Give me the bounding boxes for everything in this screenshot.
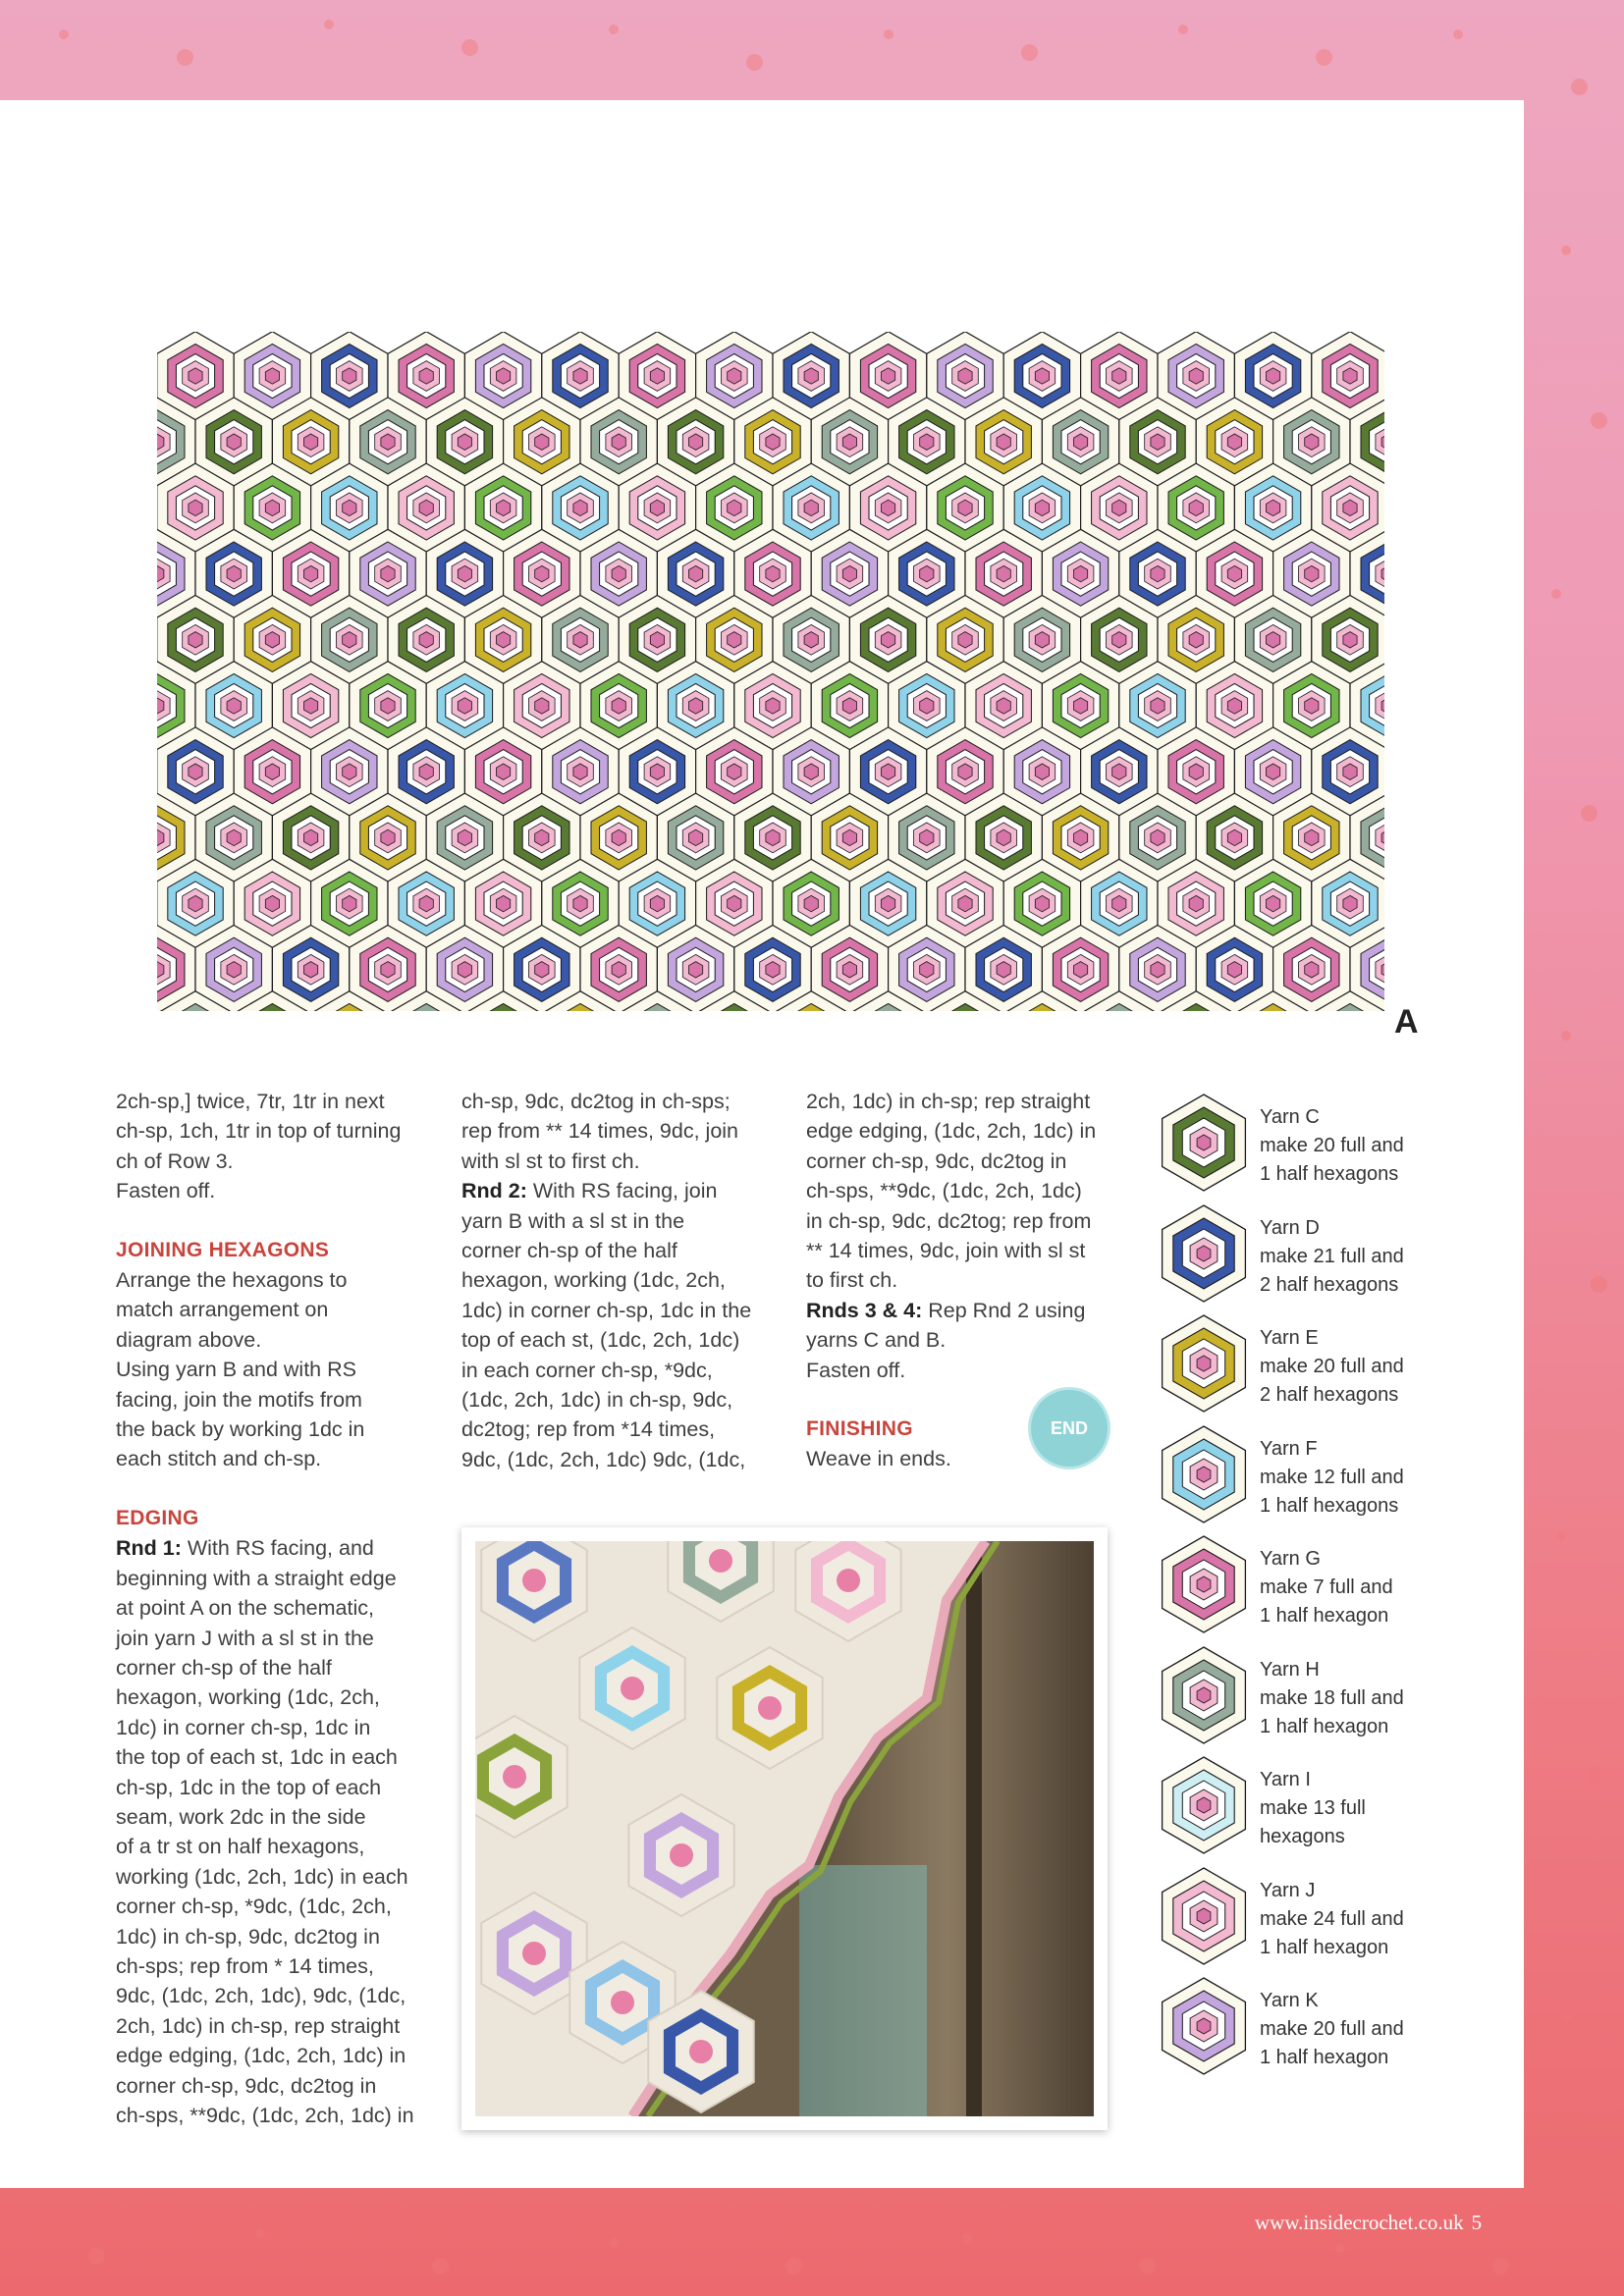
joining-hexagons-text: Arrange the hexagons to match arrangement on diagram above. Using yarn B and with RS facing, join the motifs from the back by working 1dc in each stitch and ch-sp. — [116, 1268, 365, 1471]
yarn-hexagon-swatch-icon — [1155, 1971, 1253, 2081]
hexagon-motif-centre — [535, 829, 549, 845]
yarn-key-line3: 2 half hexagons — [1260, 1384, 1399, 1406]
hexagon-motif-centre — [458, 829, 471, 845]
hexagon-motif-centre — [189, 632, 202, 648]
hexagon-motif-centre — [1112, 500, 1126, 515]
rnd2-text: With RS facing, join yarn B with a sl st in the corner ch-sp of the half hexagon, working (1dc, 2ch, 1dc) in corner ch-sp, 1dc in the top of each st, (1dc, 2ch, 1dc) in each corner ch-sp, *9dc, (1dc, 2ch, 1dc) in ch-sp, 9dc, dc2tog; rep from *14 times, 9dc, (1dc, 2ch, 1dc) 9dc, (1dc, — [461, 1179, 752, 1471]
hexagon-motif-centre — [304, 698, 318, 714]
hexagon-motif-centre — [343, 764, 356, 779]
col3-intro-text: 2ch, 1dc) in ch-sp; rep straight edge edging, (1dc, 2ch, 1dc) in corner ch-sp, 9dc, dc2tog in ch-sps, **9dc, (1dc, 2ch, 1dc) in ch-sp, 9dc, dc2tog; rep from ** 14 times, 9dc, join with sl st to first ch. — [806, 1090, 1097, 1293]
blanket-photo-frame — [461, 1527, 1108, 2130]
yarn-hexagon-swatch-icon — [1155, 1640, 1253, 1750]
hexagon-motif-centre — [189, 500, 202, 515]
hexagon-motif-centre — [689, 434, 703, 450]
hexagon-motif-centre — [997, 565, 1010, 581]
background-pattern-dot — [1139, 2258, 1156, 2274]
hexagon-motif-centre — [920, 829, 934, 845]
swatch-centre — [1197, 1356, 1211, 1371]
hexagon-motif-centre — [650, 368, 664, 384]
hexagon-motif-centre — [1035, 500, 1049, 515]
swatch-centre — [1197, 1797, 1211, 1813]
hexagon-motif-centre — [1035, 764, 1049, 779]
rnd1-paragraph — [116, 1533, 430, 2130]
yarn-key-item — [1155, 1088, 1449, 1198]
hexagon-motif-centre — [842, 962, 856, 978]
hexagon-motif-centre — [304, 829, 318, 845]
yarn-key-line2: make 12 full and — [1260, 1466, 1404, 1488]
background-pattern-dot — [884, 29, 893, 39]
hexagon-motif-centre — [1112, 895, 1126, 911]
background-pattern-dot — [1561, 2012, 1571, 2022]
background-pattern-dot — [461, 39, 478, 56]
hexagon-motif-centre — [1151, 565, 1164, 581]
yarn-key-text — [1260, 1877, 1404, 1962]
page-number: 5 — [1471, 2211, 1483, 2234]
yarn-key-text — [1260, 1103, 1404, 1189]
background-pattern-dot — [1021, 44, 1038, 61]
background-pattern-dot — [1335, 2243, 1345, 2253]
yarn-key-line2: make 21 full and — [1260, 1245, 1404, 1267]
photo-hexagon-centre — [611, 1991, 634, 2014]
hexagon-motif-centre — [1305, 829, 1319, 845]
photo-hexagon-centre — [522, 1942, 546, 1965]
yarn-key-item — [1155, 1971, 1449, 2081]
hexagon-motif-centre — [1112, 632, 1126, 648]
hexagon-motif-centre — [189, 368, 202, 384]
background-pattern-dot — [1591, 1276, 1607, 1293]
hexagon-motif-centre — [1035, 632, 1049, 648]
hexagon-motif-centre — [1343, 895, 1357, 911]
yarn-key-text — [1260, 1214, 1404, 1300]
yarn-key-item — [1155, 1861, 1449, 1971]
background-pattern-dot — [1556, 1531, 1566, 1541]
yarn-hexagon-swatch-icon — [1155, 1308, 1253, 1418]
hexagon-motif-centre — [1305, 698, 1319, 714]
yarn-key-line3: 1 half hexagon — [1260, 1605, 1389, 1627]
hexagon-motif-centre — [381, 565, 395, 581]
hexagon-motif-centre — [497, 632, 511, 648]
hexagon-blanket-schematic — [157, 332, 1384, 1011]
hexagon-motif-centre — [535, 565, 549, 581]
background-pattern-dot — [1591, 412, 1607, 429]
hexagon-motif-centre — [1267, 368, 1280, 384]
hexagon-motif-centre — [265, 895, 279, 911]
hexagon-motif-centre — [227, 698, 241, 714]
yarn-key-line3: 1 half hexagon — [1260, 1715, 1389, 1737]
hexagon-motif-centre — [728, 632, 741, 648]
yarn-hexagon-swatch-icon — [1155, 1199, 1253, 1308]
hexagon-motif-centre — [227, 962, 241, 978]
hexagon-motif-centre — [265, 500, 279, 515]
hexagon-motif-centre — [612, 434, 625, 450]
yarn-key-name: Yarn H — [1260, 1658, 1320, 1681]
hexagon-motif-centre — [1151, 829, 1164, 845]
hexagon-motif-centre — [1305, 434, 1319, 450]
hexagon-motif-centre — [728, 895, 741, 911]
hexagon-motif-centre — [535, 434, 549, 450]
background-pattern-dot — [1561, 245, 1571, 255]
yarn-key-text — [1260, 1435, 1404, 1521]
photo-hexagon-centre — [522, 1569, 546, 1592]
hexagon-motif-centre — [419, 368, 433, 384]
hexagon-motif-centre — [1227, 698, 1241, 714]
edging-heading: EDGING — [116, 1506, 199, 1529]
hexagon-motif-centre — [189, 764, 202, 779]
hexagon-motif-centre — [804, 500, 818, 515]
hexagon-motif-centre — [497, 895, 511, 911]
background-pattern-dot — [746, 54, 763, 71]
hexagon-motif-centre — [997, 698, 1010, 714]
hexagon-motif-centre — [842, 565, 856, 581]
hexagon-motif-centre — [689, 962, 703, 978]
yarn-key-item — [1155, 1199, 1449, 1308]
background-pattern-dot — [1551, 589, 1561, 599]
yarn-hexagon-swatch-icon — [1155, 1419, 1253, 1529]
hexagon-motif-centre — [958, 764, 972, 779]
hexagon-motif-centre — [804, 895, 818, 911]
hexagon-motif-centre — [1267, 895, 1280, 911]
hexagon-motif-centre — [381, 698, 395, 714]
background-pattern-dot — [1581, 805, 1597, 822]
hexagon-motif-centre — [882, 368, 895, 384]
rnd2-label: Rnd 2: — [461, 1179, 527, 1203]
footer-url: www.insidecrochet.co.uk — [1255, 2211, 1464, 2234]
swatch-centre — [1197, 1687, 1211, 1703]
hexagon-motif-centre — [535, 698, 549, 714]
background-pattern-dot — [324, 20, 334, 29]
hexagon-motif-centre — [1227, 565, 1241, 581]
hexagon-motif-centre — [1189, 764, 1203, 779]
hexagon-motif-centre — [1189, 368, 1203, 384]
photo-hexagon-centre — [503, 1765, 526, 1789]
yarn-key-line3: 2 half hexagons — [1260, 1273, 1399, 1296]
hexagon-motif-centre — [650, 895, 664, 911]
blanket-photo — [475, 1541, 1094, 2116]
hexagon-motif-centre — [958, 895, 972, 911]
hexagon-motif-centre — [265, 764, 279, 779]
hexagon-motif-centre — [265, 632, 279, 648]
hexagon-motif-centre — [958, 632, 972, 648]
yarn-key-text — [1260, 1766, 1449, 1851]
photo-hexagon-centre — [709, 1549, 732, 1573]
hexagon-motif-centre — [497, 500, 511, 515]
page-footer — [1255, 2211, 1482, 2235]
hexagon-motif-centre — [1227, 434, 1241, 450]
hexagon-motif-centre — [1305, 962, 1319, 978]
rnd2-paragraph — [461, 1176, 776, 1474]
yarn-key-item — [1155, 1308, 1449, 1418]
hexagon-motif-centre — [573, 500, 587, 515]
yarn-key-item — [1155, 1750, 1449, 1860]
yarn-key-line2: make 7 full and — [1260, 1576, 1393, 1598]
hexagon-motif-centre — [766, 962, 780, 978]
hexagon-motif-centre — [1074, 698, 1088, 714]
swatch-centre — [1197, 1467, 1211, 1482]
background-pattern-dot — [609, 2238, 619, 2248]
photo-hexagon-centre — [689, 2040, 713, 2063]
yarn-key-text — [1260, 1987, 1404, 2072]
background-pattern-dot — [1561, 1031, 1571, 1041]
hexagon-motif-centre — [1189, 895, 1203, 911]
hexagon-motif-centre — [343, 500, 356, 515]
hexagon-motif-centre — [650, 500, 664, 515]
yarn-key-name: Yarn F — [1260, 1437, 1318, 1460]
hexagon-motif-centre — [612, 962, 625, 978]
hexagon-motif-centre — [882, 632, 895, 648]
hexagon-motif-centre — [766, 829, 780, 845]
hexagon-motif-centre — [1343, 764, 1357, 779]
hexagon-motif-centre — [497, 368, 511, 384]
background-pattern-dot — [88, 2248, 105, 2265]
yarn-key-text — [1260, 1324, 1404, 1410]
instructions-column-2 — [461, 1087, 776, 1474]
hexagon-motif-centre — [612, 698, 625, 714]
yarn-hexagon-swatch-icon — [1155, 1088, 1253, 1198]
hexagon-motif-centre — [1151, 434, 1164, 450]
hexagon-motif-centre — [227, 434, 241, 450]
hexagon-motif-centre — [419, 895, 433, 911]
col2-intro-text: ch-sp, 9dc, dc2tog in ch-sps; rep from ** 14 times, 9dc, join with sl st to first ch. — [461, 1090, 739, 1173]
hexagon-motif-centre — [1267, 632, 1280, 648]
hexagon-motif-centre — [882, 764, 895, 779]
hexagon-motif-centre — [766, 565, 780, 581]
background-pattern-dot — [432, 2258, 449, 2274]
instructions-column-1 — [116, 1087, 430, 2130]
hexagon-motif-centre — [304, 434, 318, 450]
hexagon-motif-centre — [1343, 500, 1357, 515]
hexagon-motif-centre — [650, 632, 664, 648]
hexagon-motif-centre — [997, 829, 1010, 845]
swatch-centre — [1197, 1576, 1211, 1592]
hexagon-motif-centre — [689, 698, 703, 714]
swatch-centre — [1197, 1908, 1211, 1924]
hexagon-motif-centre — [1074, 962, 1088, 978]
yarn-key-text — [1260, 1545, 1393, 1630]
hexagon-motif-centre — [265, 368, 279, 384]
background-pattern-dot — [1586, 1767, 1602, 1784]
hexagon-motif-centre — [958, 500, 972, 515]
yarn-key-line3: 1 half hexagon — [1260, 2047, 1389, 2068]
hexagon-motif-centre — [381, 829, 395, 845]
hexagon-motif-centre — [1267, 500, 1280, 515]
background-pattern-dot — [1453, 29, 1463, 39]
background-pattern-dot — [1571, 79, 1588, 95]
hexagon-motif-centre — [920, 962, 934, 978]
hexagon-motif-centre — [1074, 434, 1088, 450]
hexagon-motif-centre — [612, 829, 625, 845]
background-pattern-dot — [59, 29, 69, 39]
hexagon-motif-centre — [728, 764, 741, 779]
hexagon-motif-centre — [1227, 829, 1241, 845]
yarn-key-name: Yarn E — [1260, 1327, 1319, 1349]
hexagon-motif-centre — [419, 632, 433, 648]
hexagon-motif-centre — [766, 434, 780, 450]
col1-intro-text: 2ch-sp,] twice, 7tr, 1tr in next ch-sp, 1ch, 1tr in top of turning ch of Row 3. Fasten off. — [116, 1090, 402, 1203]
hexagon-motif-centre — [189, 895, 202, 911]
rnds34-text: Rep Rnd 2 using yarns C and B. Fasten off. — [806, 1298, 1086, 1382]
end-badge: END — [1031, 1390, 1108, 1467]
hexagon-motif-centre — [381, 962, 395, 978]
hexagon-motif-centre — [1305, 565, 1319, 581]
yarn-key-name: Yarn D — [1260, 1216, 1320, 1239]
hexagon-motif-centre — [1112, 764, 1126, 779]
hexagon-motif-centre — [343, 895, 356, 911]
background-pattern-dot — [609, 25, 619, 34]
hexagon-motif-centre — [804, 368, 818, 384]
hexagon-motif-centre — [458, 565, 471, 581]
point-a-label: A — [1394, 1003, 1419, 1041]
joining-hexagons-heading: JOINING HEXAGONS — [116, 1238, 330, 1261]
yarn-key-line2: make 20 full and — [1260, 2018, 1404, 2040]
hexagon-motif-centre — [920, 434, 934, 450]
photo-hexagon-centre — [758, 1696, 782, 1720]
yarn-hexagon-swatch-icon — [1155, 1750, 1253, 1860]
hexagon-motif-centre — [612, 565, 625, 581]
hexagon-motif-centre — [1035, 368, 1049, 384]
yarn-key-text — [1260, 1656, 1404, 1741]
hexagon-motif-centre — [458, 434, 471, 450]
hexagon-motif-centre — [766, 698, 780, 714]
yarn-key-item — [1155, 1640, 1449, 1750]
hexagon-motif-centre — [573, 632, 587, 648]
hexagon-motif-centre — [882, 500, 895, 515]
photo-hexagon-centre — [670, 1843, 693, 1867]
yarn-key-line2: make 24 full and — [1260, 1907, 1404, 1930]
yarn-key-item — [1155, 1529, 1449, 1639]
hexagon-motif-centre — [304, 565, 318, 581]
hexagon-motif-centre — [650, 764, 664, 779]
hexagon-motif-centre — [842, 698, 856, 714]
yarn-key-name: Yarn I — [1260, 1769, 1311, 1790]
hexagon-motif-centre — [573, 764, 587, 779]
background-pattern-dot — [1178, 25, 1188, 34]
yarn-hexagon-swatch-icon — [1155, 1529, 1253, 1639]
hexagon-motif-centre — [573, 368, 587, 384]
background-pattern-dot — [1492, 2258, 1509, 2274]
hexagon-motif-centre — [497, 764, 511, 779]
background-pattern-dot — [1316, 49, 1332, 66]
yarn-key-item — [1155, 1419, 1449, 1529]
background-pattern-dot — [255, 2228, 265, 2238]
hexagon-motif-centre — [343, 632, 356, 648]
hexagon-motif-centre — [1267, 764, 1280, 779]
hexagon-motif-centre — [1227, 962, 1241, 978]
hexagon-motif-centre — [1189, 500, 1203, 515]
background-pattern-dot — [177, 49, 193, 66]
photo-hexagon-centre — [621, 1677, 644, 1700]
swatch-centre — [1197, 2018, 1211, 2034]
rnd1-text: With RS facing, and beginning with a straight edge at point A on the schematic, join yarn J with a sl st in the corner ch-sp of the half hexagon, working (1dc, 2ch, 1dc) in corner ch-sp, 1dc in the top of each st, 1dc in each ch-sp, 1dc in the top of each seam, work 2dc in the side of a tr st on half hexagons, working (1dc, 2ch, 1dc) in each corner ch-sp, *9dc, (1dc, 2ch, 1dc) in ch-sp, 9dc, dc2tog in ch-sps; rep from * 14 times, 9dc, (1dc, 2ch, 1dc), 9dc, (1dc, 2ch, 1dc) in ch-sp, rep straight edge edging, (1dc, 2ch, 1dc) in corner ch-sp, 9dc, dc2tog in ch-sps, **9dc, (1dc, 2ch, 1dc) in — [116, 1536, 414, 2127]
hexagon-motif-centre — [804, 764, 818, 779]
yarn-key-line2: make 18 full and — [1260, 1686, 1404, 1709]
hexagon-motif-centre — [458, 962, 471, 978]
hexagon-motif-centre — [381, 434, 395, 450]
hexagon-motif-centre — [1112, 368, 1126, 384]
rnds34-label: Rnds 3 & 4: — [806, 1298, 923, 1322]
hexagon-motif-centre — [1074, 829, 1088, 845]
hexagon-motif-centre — [997, 434, 1010, 450]
hexagon-motif-centre — [1151, 698, 1164, 714]
hexagon-motif-centre — [419, 500, 433, 515]
yarn-key-name: Yarn C — [1260, 1106, 1320, 1128]
hexagon-motif-centre — [1343, 368, 1357, 384]
hexagon-motif-centre — [573, 895, 587, 911]
finishing-text: Weave in ends. — [806, 1447, 951, 1471]
yarn-key-line3: 1 half hexagons — [1260, 1494, 1399, 1517]
photo-hexagon-centre — [837, 1569, 860, 1592]
hexagon-motif-centre — [1151, 962, 1164, 978]
hexagon-motif-centre — [728, 368, 741, 384]
hexagon-motif-centre — [535, 962, 549, 978]
hexagon-motif-centre — [958, 368, 972, 384]
finishing-heading: FINISHING — [806, 1417, 913, 1441]
rnds34-paragraph — [806, 1296, 1120, 1385]
hexagon-motif-centre — [842, 829, 856, 845]
hexagon-motif-centre — [1189, 632, 1203, 648]
yarn-key-line3: 1 half hexagons — [1260, 1163, 1399, 1185]
hexagon-motif-centre — [920, 698, 934, 714]
hexagon-motif-centre — [227, 565, 241, 581]
hexagon-motif-centre — [1074, 565, 1088, 581]
background-pattern-dot — [785, 2258, 802, 2274]
hexagon-motif-centre — [804, 632, 818, 648]
hexagon-motif-centre — [997, 962, 1010, 978]
yarn-key-name: Yarn J — [1260, 1879, 1316, 1901]
swatch-centre — [1197, 1246, 1211, 1261]
hexagon-motif-centre — [458, 698, 471, 714]
rnd1-label: Rnd 1: — [116, 1536, 182, 1561]
yarn-key-name: Yarn K — [1260, 1990, 1319, 2011]
yarn-hexagon-swatch-icon — [1155, 1861, 1253, 1971]
hexagon-motif-centre — [882, 895, 895, 911]
yarn-key-line3: 1 half hexagon — [1260, 1936, 1389, 1958]
hexagon-motif-centre — [728, 500, 741, 515]
hexagon-motif-centre — [227, 829, 241, 845]
yarn-key-line2: make 13 full hexagons — [1260, 1797, 1366, 1847]
hexagon-motif-centre — [304, 962, 318, 978]
background-pattern-dot — [962, 2233, 972, 2243]
hexagon-motif-centre — [842, 434, 856, 450]
yarn-key-line2: make 20 full and — [1260, 1356, 1404, 1377]
hexagon-motif-centre — [920, 565, 934, 581]
hexagon-motif-centre — [689, 565, 703, 581]
hexagon-motif-centre — [1343, 632, 1357, 648]
hexagon-motif-centre — [689, 829, 703, 845]
yarn-key-line2: make 20 full and — [1260, 1135, 1404, 1156]
yarn-key-name: Yarn G — [1260, 1548, 1321, 1570]
hexagon-motif-centre — [343, 368, 356, 384]
hexagon-motif-centre — [419, 764, 433, 779]
hexagon-motif-centre — [1035, 895, 1049, 911]
swatch-centre — [1197, 1135, 1211, 1150]
